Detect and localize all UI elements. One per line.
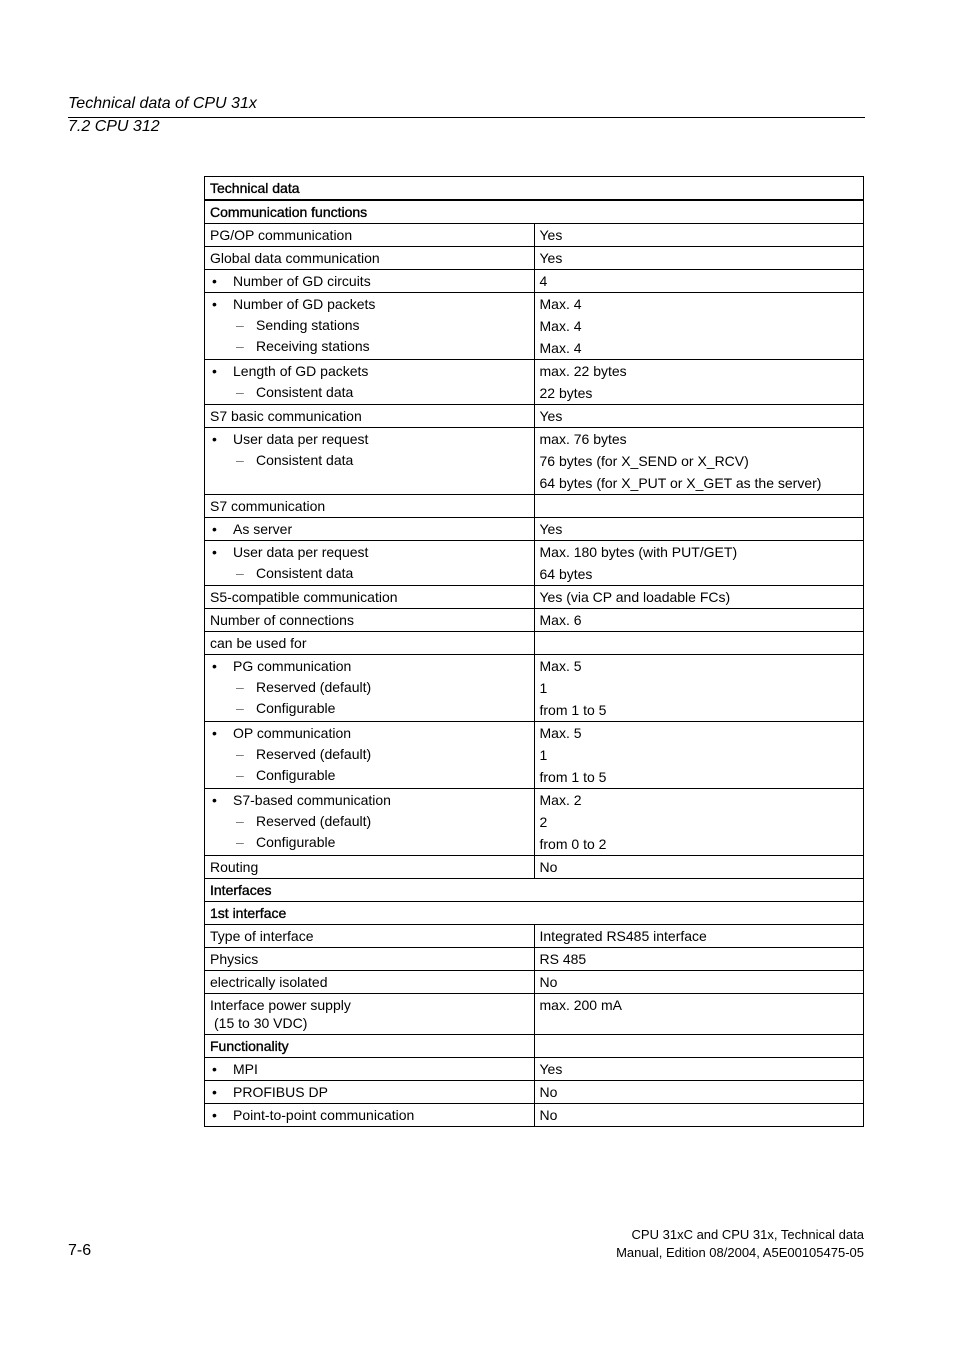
spec-label bbox=[205, 541, 535, 586]
bullet-item: • Number of GD packets bbox=[210, 295, 529, 313]
value-text: 1 bbox=[539, 680, 548, 696]
spec-value bbox=[534, 722, 864, 789]
table-row bbox=[205, 586, 864, 609]
table-title-row bbox=[205, 177, 864, 201]
table-row bbox=[205, 789, 864, 856]
value-text: Yes bbox=[539, 521, 563, 537]
table-row bbox=[205, 655, 864, 722]
spec-label bbox=[205, 789, 535, 856]
value-text: 76 bytes (for X_SEND or X_RCV) bbox=[539, 453, 749, 469]
table-row bbox=[205, 360, 864, 405]
label-text: Routing bbox=[210, 859, 259, 875]
spec-label bbox=[205, 270, 535, 293]
bullet-item: • User data per request bbox=[210, 430, 529, 448]
table-row bbox=[205, 948, 864, 971]
spec-value bbox=[534, 1035, 864, 1058]
bullet-item: • Length of GD packets bbox=[210, 362, 529, 380]
value-text: Max. 2 bbox=[539, 792, 582, 808]
spec-value bbox=[534, 856, 864, 879]
table-row bbox=[205, 925, 864, 948]
table-row bbox=[205, 224, 864, 247]
table-row bbox=[205, 405, 864, 428]
label-text: Number of connections bbox=[210, 612, 354, 628]
table-row bbox=[205, 1081, 864, 1104]
value-text: Yes bbox=[539, 408, 563, 424]
value-text: RS 485 bbox=[539, 951, 587, 967]
table-row bbox=[205, 879, 864, 902]
chapter-title: Technical data of CPU 31x bbox=[68, 95, 257, 112]
spec-value bbox=[534, 632, 864, 655]
value-text: from 0 to 2 bbox=[539, 836, 607, 852]
sub-item: – Reserved (default) bbox=[210, 678, 529, 696]
label-text: Type of interface bbox=[210, 928, 314, 944]
label-text: S7 basic communication bbox=[210, 408, 362, 424]
value-text: No bbox=[539, 974, 558, 990]
spec-label bbox=[205, 655, 535, 722]
table-row bbox=[205, 1035, 864, 1058]
spec-label bbox=[205, 722, 535, 789]
spec-value bbox=[534, 224, 864, 247]
spec-label bbox=[205, 1035, 535, 1058]
bullet-item: • OP communication bbox=[210, 724, 529, 742]
spec-value bbox=[534, 1104, 864, 1127]
value-text: 64 bytes bbox=[539, 566, 593, 582]
label-text-2: (15 to 30 VDC) bbox=[214, 1015, 308, 1031]
value-text: max. 200 mA bbox=[539, 997, 622, 1013]
bullet-item: • User data per request bbox=[210, 543, 529, 561]
spec-label bbox=[205, 632, 535, 655]
table-row bbox=[205, 722, 864, 789]
sub-item: – Consistent data bbox=[210, 451, 529, 469]
value-text: Yes (via CP and loadable FCs) bbox=[539, 589, 731, 605]
spec-label bbox=[205, 405, 535, 428]
spec-label bbox=[205, 1104, 535, 1127]
value-text: No bbox=[539, 1084, 558, 1100]
sub-item: – Configurable bbox=[210, 766, 529, 784]
bullet-item: • As server bbox=[210, 520, 529, 538]
label-text: PG/OP communication bbox=[210, 227, 353, 243]
spec-label bbox=[205, 360, 535, 405]
spec-label bbox=[205, 586, 535, 609]
value-text: Integrated RS485 interface bbox=[539, 928, 707, 944]
spec-label bbox=[205, 609, 535, 632]
table-row bbox=[205, 293, 864, 360]
sub-item: – Configurable bbox=[210, 699, 529, 717]
value-text: Max. 180 bytes (with PUT/GET) bbox=[539, 544, 738, 560]
value-text: 4 bbox=[539, 273, 548, 289]
spec-label bbox=[205, 224, 535, 247]
table-row bbox=[205, 1104, 864, 1127]
spec-value bbox=[534, 655, 864, 722]
table-row bbox=[205, 495, 864, 518]
section-heading: Interfaces bbox=[205, 879, 864, 902]
table-row bbox=[205, 609, 864, 632]
bullet-item: • PG communication bbox=[210, 657, 529, 675]
spec-label bbox=[205, 948, 535, 971]
spec-value bbox=[534, 971, 864, 994]
spec-value bbox=[534, 495, 864, 518]
table-row bbox=[205, 200, 864, 224]
section-title: 7.2 CPU 312 bbox=[68, 118, 160, 135]
label-text: can be used for bbox=[210, 635, 307, 651]
table-row bbox=[205, 971, 864, 994]
spec-value bbox=[534, 609, 864, 632]
table-row bbox=[205, 247, 864, 270]
table-row bbox=[205, 270, 864, 293]
spec-value bbox=[534, 270, 864, 293]
spec-value bbox=[534, 1081, 864, 1104]
table-title: Technical data bbox=[205, 177, 864, 201]
spec-label bbox=[205, 518, 535, 541]
bullet-item: • S7-based communication bbox=[210, 791, 529, 809]
spec-label bbox=[205, 994, 535, 1035]
spec-label bbox=[205, 1058, 535, 1081]
spec-label bbox=[205, 925, 535, 948]
page-number: 7-6 bbox=[68, 1242, 92, 1259]
bullet-item: • Point-to-point communication bbox=[210, 1106, 529, 1124]
table-row bbox=[205, 541, 864, 586]
table-row bbox=[205, 1058, 864, 1081]
spec-value bbox=[534, 586, 864, 609]
value-text: 2 bbox=[539, 814, 548, 830]
sub-item: – Reserved (default) bbox=[210, 745, 529, 763]
spec-value bbox=[534, 360, 864, 405]
section-heading: Communication functions bbox=[205, 200, 864, 224]
spec-value bbox=[534, 948, 864, 971]
table-row bbox=[205, 994, 864, 1035]
document-info bbox=[616, 1226, 864, 1262]
document-title: CPU 31xC and CPU 31x, Technical data bbox=[631, 1227, 864, 1242]
value-text: No bbox=[539, 859, 558, 875]
table-row bbox=[205, 856, 864, 879]
label-text: electrically isolated bbox=[210, 974, 328, 990]
spec-value bbox=[534, 293, 864, 360]
sub-item: – Receiving stations bbox=[210, 337, 529, 355]
spec-value bbox=[534, 518, 864, 541]
spec-label bbox=[205, 1081, 535, 1104]
value-text: Max. 4 bbox=[539, 296, 582, 312]
value-text: Max. 4 bbox=[539, 318, 582, 334]
technical-data-table bbox=[204, 176, 864, 1127]
sub-item: – Consistent data bbox=[210, 564, 529, 582]
value-text: 1 bbox=[539, 747, 548, 763]
label-text: S5-compatible communication bbox=[210, 589, 398, 605]
section-heading: 1st interface bbox=[205, 902, 864, 925]
label-text: Global data communication bbox=[210, 250, 380, 266]
label-text: S7 communication bbox=[210, 498, 326, 514]
spec-value bbox=[534, 994, 864, 1035]
spec-value bbox=[534, 789, 864, 856]
value-text: No bbox=[539, 1107, 558, 1123]
value-text: 22 bytes bbox=[539, 385, 593, 401]
table-row bbox=[205, 632, 864, 655]
spec-label bbox=[205, 495, 535, 518]
label-text: Interface power supply bbox=[210, 997, 351, 1013]
value-text: max. 76 bytes bbox=[539, 431, 627, 447]
bullet-item: • MPI bbox=[210, 1060, 529, 1078]
sub-item: – Reserved (default) bbox=[210, 812, 529, 830]
value-text: Max. 6 bbox=[539, 612, 582, 628]
value-text: Max. 5 bbox=[539, 658, 582, 674]
document-edition: Manual, Edition 08/2004, A5E00105475-05 bbox=[616, 1245, 864, 1260]
label-text: Functionality bbox=[210, 1038, 289, 1054]
value-text: Yes bbox=[539, 227, 563, 243]
value-text: 64 bytes (for X_PUT or X_GET as the server) bbox=[539, 475, 822, 491]
spec-label bbox=[205, 971, 535, 994]
spec-value bbox=[534, 428, 864, 495]
sub-item: – Consistent data bbox=[210, 383, 529, 401]
spec-value bbox=[534, 541, 864, 586]
table-row bbox=[205, 518, 864, 541]
label-text: Physics bbox=[210, 951, 259, 967]
spec-label bbox=[205, 293, 535, 360]
spec-value bbox=[534, 405, 864, 428]
value-text: max. 22 bytes bbox=[539, 363, 627, 379]
spec-value bbox=[534, 925, 864, 948]
value-text: Yes bbox=[539, 250, 563, 266]
spec-label bbox=[205, 428, 535, 495]
value-text: Max. 4 bbox=[539, 340, 582, 356]
value-text: Yes bbox=[539, 1061, 563, 1077]
spec-label bbox=[205, 856, 535, 879]
value-text: from 1 to 5 bbox=[539, 769, 607, 785]
spec-label bbox=[205, 247, 535, 270]
table-row bbox=[205, 902, 864, 925]
spec-value bbox=[534, 247, 864, 270]
value-text: from 1 to 5 bbox=[539, 702, 607, 718]
value-text: Max. 5 bbox=[539, 725, 582, 741]
sub-item: – Configurable bbox=[210, 833, 529, 851]
table-row bbox=[205, 428, 864, 495]
bullet-item: • PROFIBUS DP bbox=[210, 1083, 529, 1101]
spec-value bbox=[534, 1058, 864, 1081]
sub-item: – Sending stations bbox=[210, 316, 529, 334]
bullet-item: • Number of GD circuits bbox=[210, 272, 529, 290]
